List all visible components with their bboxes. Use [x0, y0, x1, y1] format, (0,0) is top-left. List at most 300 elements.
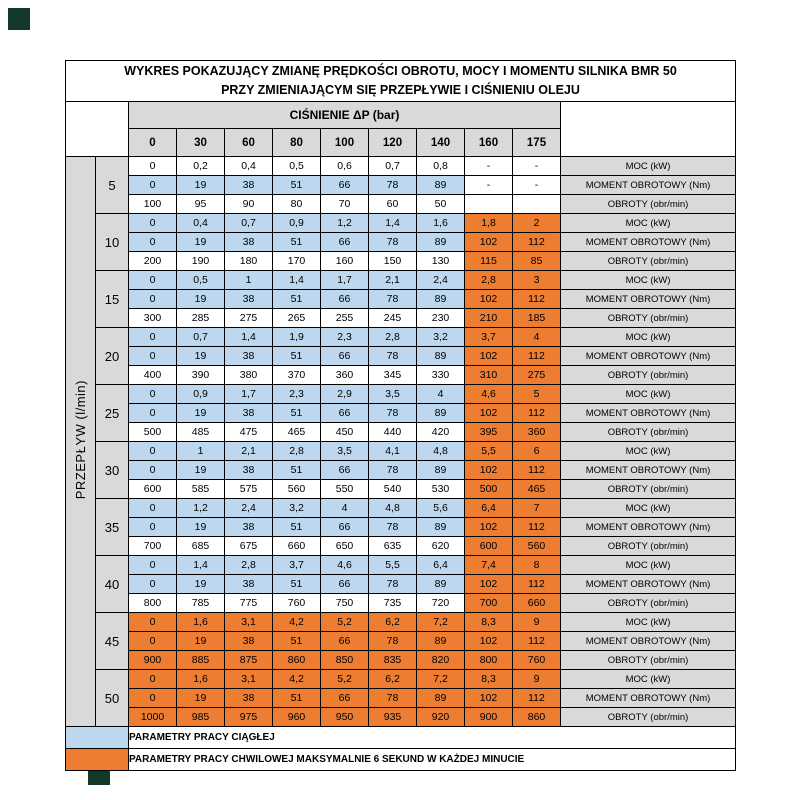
data-cell: 760 — [513, 651, 561, 670]
data-cell: 0,2 — [177, 157, 225, 176]
row-label: MOMENT OBROTOWY (Nm) — [561, 689, 736, 708]
data-cell: 2,9 — [321, 385, 369, 404]
data-cell: 550 — [321, 480, 369, 499]
legend-label-continuous: PARAMETRY PRACY CIĄGŁEJ — [129, 727, 736, 749]
table-row — [66, 404, 736, 423]
data-cell: 975 — [225, 708, 273, 727]
data-cell: 0 — [129, 556, 177, 575]
data-cell: - — [465, 176, 513, 195]
row-label: MOC (kW) — [561, 556, 736, 575]
table-row — [66, 594, 736, 613]
data-cell: 450 — [321, 423, 369, 442]
data-cell: 1,4 — [369, 214, 417, 233]
data-cell: 935 — [369, 708, 417, 727]
data-cell: 575 — [225, 480, 273, 499]
data-cell: 5,5 — [369, 556, 417, 575]
data-cell: 7,4 — [465, 556, 513, 575]
row-label: MOMENT OBROTOWY (Nm) — [561, 290, 736, 309]
data-cell: 38 — [225, 689, 273, 708]
data-cell: 465 — [273, 423, 321, 442]
data-cell: 900 — [465, 708, 513, 727]
data-cell: 5,2 — [321, 670, 369, 689]
row-label: MOMENT OBROTOWY (Nm) — [561, 347, 736, 366]
pressure-tick: 175 — [513, 129, 561, 157]
data-cell: 51 — [273, 518, 321, 537]
data-cell: 1000 — [129, 708, 177, 727]
data-cell: 112 — [513, 518, 561, 537]
data-cell: 1,6 — [177, 670, 225, 689]
data-cell: 660 — [513, 594, 561, 613]
row-label: MOC (kW) — [561, 214, 736, 233]
data-cell: 390 — [177, 366, 225, 385]
data-cell: 78 — [369, 233, 417, 252]
corner-empty-right — [561, 102, 736, 157]
data-cell: 0 — [129, 689, 177, 708]
corner-empty-left — [66, 102, 129, 157]
row-label: MOC (kW) — [561, 670, 736, 689]
data-cell: 66 — [321, 176, 369, 195]
data-cell: 115 — [465, 252, 513, 271]
data-cell: 835 — [369, 651, 417, 670]
data-cell: 210 — [465, 309, 513, 328]
data-cell: 0 — [129, 499, 177, 518]
table-row — [66, 233, 736, 252]
data-cell: 19 — [177, 518, 225, 537]
data-cell: 4,6 — [321, 556, 369, 575]
pressure-header-row — [66, 102, 736, 129]
pressure-tick: 30 — [177, 129, 225, 157]
data-cell: 0,5 — [177, 271, 225, 290]
data-cell: 4,2 — [273, 670, 321, 689]
flow-value: 20 — [96, 328, 129, 385]
data-cell: 820 — [417, 651, 465, 670]
table-row — [66, 499, 736, 518]
data-cell: 0 — [129, 347, 177, 366]
table-row — [66, 689, 736, 708]
data-cell: 89 — [417, 290, 465, 309]
data-cell: 51 — [273, 176, 321, 195]
data-cell: 7,2 — [417, 670, 465, 689]
flow-value: 30 — [96, 442, 129, 499]
data-cell: 3,2 — [417, 328, 465, 347]
data-cell: 1 — [177, 442, 225, 461]
row-label: MOC (kW) — [561, 271, 736, 290]
data-cell: 395 — [465, 423, 513, 442]
data-cell: 275 — [225, 309, 273, 328]
data-cell: 66 — [321, 689, 369, 708]
row-label: OBROTY (obr/min) — [561, 651, 736, 670]
data-cell: 540 — [369, 480, 417, 499]
data-cell: 600 — [129, 480, 177, 499]
data-cell: 0,4 — [177, 214, 225, 233]
data-cell: 38 — [225, 461, 273, 480]
data-cell: 100 — [129, 195, 177, 214]
data-cell: 19 — [177, 461, 225, 480]
data-cell: 560 — [513, 537, 561, 556]
row-label: OBROTY (obr/min) — [561, 366, 736, 385]
table-row — [66, 290, 736, 309]
data-cell: 0,5 — [273, 157, 321, 176]
data-cell: 38 — [225, 575, 273, 594]
data-cell: 78 — [369, 347, 417, 366]
data-cell: 112 — [513, 689, 561, 708]
data-cell: 0 — [129, 385, 177, 404]
data-cell: 5 — [513, 385, 561, 404]
data-cell: 875 — [225, 651, 273, 670]
data-cell: 9 — [513, 670, 561, 689]
data-cell: 585 — [177, 480, 225, 499]
data-cell: - — [465, 157, 513, 176]
data-cell: 530 — [417, 480, 465, 499]
table-row — [66, 423, 736, 442]
data-cell: 89 — [417, 461, 465, 480]
data-cell: 635 — [369, 537, 417, 556]
data-cell: 102 — [465, 575, 513, 594]
row-label: MOMENT OBROTOWY (Nm) — [561, 632, 736, 651]
data-cell: 102 — [465, 290, 513, 309]
table-row — [66, 632, 736, 651]
data-cell: 19 — [177, 176, 225, 195]
table-row — [66, 613, 736, 632]
flow-value: 10 — [96, 214, 129, 271]
data-cell: 0,6 — [321, 157, 369, 176]
data-cell: 112 — [513, 404, 561, 423]
data-cell: 89 — [417, 575, 465, 594]
data-cell: 2,3 — [321, 328, 369, 347]
row-label: MOC (kW) — [561, 499, 736, 518]
data-cell: 102 — [465, 347, 513, 366]
data-cell: 102 — [465, 518, 513, 537]
data-cell: 8,3 — [465, 670, 513, 689]
table-row — [66, 442, 736, 461]
data-cell: 112 — [513, 290, 561, 309]
data-cell: 66 — [321, 632, 369, 651]
data-cell: 60 — [369, 195, 417, 214]
flow-value: 40 — [96, 556, 129, 613]
data-cell: 102 — [465, 632, 513, 651]
data-cell: 300 — [129, 309, 177, 328]
data-cell: 6 — [513, 442, 561, 461]
data-cell: 1,4 — [225, 328, 273, 347]
data-cell: 51 — [273, 347, 321, 366]
data-cell: 38 — [225, 233, 273, 252]
data-cell: 78 — [369, 176, 417, 195]
data-cell: 4,8 — [417, 442, 465, 461]
data-cell: 38 — [225, 176, 273, 195]
data-cell: 2,1 — [225, 442, 273, 461]
data-cell: 112 — [513, 233, 561, 252]
data-cell: 4 — [513, 328, 561, 347]
data-cell: 0,9 — [177, 385, 225, 404]
data-cell: 38 — [225, 632, 273, 651]
data-cell: 4,1 — [369, 442, 417, 461]
data-cell: 112 — [513, 632, 561, 651]
data-cell: 0,7 — [225, 214, 273, 233]
motor-spec-table — [65, 60, 736, 771]
data-cell: 102 — [465, 233, 513, 252]
title-line2: PRZY ZMIENIAJĄCYM SIĘ PRZEPŁYWIE I CIŚNIENIU OLEJU — [221, 83, 580, 97]
data-cell: 89 — [417, 233, 465, 252]
data-cell: 420 — [417, 423, 465, 442]
data-cell: 0,7 — [177, 328, 225, 347]
data-cell: 89 — [417, 176, 465, 195]
flow-axis-label — [66, 157, 96, 727]
data-cell: 2,8 — [369, 328, 417, 347]
data-cell: 1,6 — [177, 613, 225, 632]
data-cell: 51 — [273, 575, 321, 594]
data-cell: 19 — [177, 689, 225, 708]
data-cell: 7 — [513, 499, 561, 518]
data-cell: 0 — [129, 461, 177, 480]
data-cell: 89 — [417, 689, 465, 708]
table-row — [66, 252, 736, 271]
row-label: OBROTY (obr/min) — [561, 537, 736, 556]
data-cell: 0 — [129, 632, 177, 651]
data-cell: 38 — [225, 404, 273, 423]
row-label: OBROTY (obr/min) — [561, 195, 736, 214]
data-cell: 78 — [369, 461, 417, 480]
data-cell: 170 — [273, 252, 321, 271]
data-cell — [513, 195, 561, 214]
data-cell: 66 — [321, 404, 369, 423]
data-cell: 760 — [273, 594, 321, 613]
data-cell: 89 — [417, 518, 465, 537]
pressure-tick: 60 — [225, 129, 273, 157]
data-cell: 185 — [513, 309, 561, 328]
data-cell: 800 — [129, 594, 177, 613]
data-cell: 5,5 — [465, 442, 513, 461]
data-cell: 6,4 — [417, 556, 465, 575]
table-title — [66, 61, 736, 102]
data-cell: 102 — [465, 461, 513, 480]
data-cell: 255 — [321, 309, 369, 328]
table-row — [66, 157, 736, 176]
data-cell: 0 — [129, 176, 177, 195]
row-label: OBROTY (obr/min) — [561, 252, 736, 271]
data-cell: 985 — [177, 708, 225, 727]
data-cell: 95 — [177, 195, 225, 214]
data-cell: 0 — [129, 328, 177, 347]
data-cell: 4,2 — [273, 613, 321, 632]
data-cell: 465 — [513, 480, 561, 499]
data-cell: 920 — [417, 708, 465, 727]
legend-row-momentary — [66, 749, 736, 771]
data-cell: 3,1 — [225, 670, 273, 689]
data-cell: 1,2 — [321, 214, 369, 233]
data-cell: 130 — [417, 252, 465, 271]
row-label: OBROTY (obr/min) — [561, 480, 736, 499]
data-cell: 860 — [513, 708, 561, 727]
data-cell: 51 — [273, 632, 321, 651]
data-cell: 200 — [129, 252, 177, 271]
data-cell: 1,8 — [465, 214, 513, 233]
row-label: MOMENT OBROTOWY (Nm) — [561, 404, 736, 423]
data-cell: 2,1 — [369, 271, 417, 290]
data-cell: 685 — [177, 537, 225, 556]
data-cell: 51 — [273, 689, 321, 708]
data-cell: 66 — [321, 518, 369, 537]
data-cell: 85 — [513, 252, 561, 271]
data-cell: 3,7 — [465, 328, 513, 347]
row-label: MOMENT OBROTOWY (Nm) — [561, 176, 736, 195]
flow-value: 15 — [96, 271, 129, 328]
table-row — [66, 347, 736, 366]
table-row — [66, 214, 736, 233]
data-cell: 0,8 — [417, 157, 465, 176]
data-cell: 0 — [129, 670, 177, 689]
table-row — [66, 176, 736, 195]
data-cell: 2,4 — [225, 499, 273, 518]
data-cell: 475 — [225, 423, 273, 442]
row-label: MOC (kW) — [561, 328, 736, 347]
data-cell: 3,5 — [321, 442, 369, 461]
data-cell: 78 — [369, 632, 417, 651]
row-label: OBROTY (obr/min) — [561, 309, 736, 328]
data-cell: 775 — [225, 594, 273, 613]
data-cell: 78 — [369, 518, 417, 537]
data-cell: 560 — [273, 480, 321, 499]
data-cell: 310 — [465, 366, 513, 385]
data-cell: 345 — [369, 366, 417, 385]
data-cell: 112 — [513, 347, 561, 366]
data-cell: 7,2 — [417, 613, 465, 632]
data-cell: 735 — [369, 594, 417, 613]
data-cell: 1,7 — [225, 385, 273, 404]
data-cell: 0 — [129, 214, 177, 233]
table-row — [66, 328, 736, 347]
row-label: MOMENT OBROTOWY (Nm) — [561, 233, 736, 252]
legend-label-momentary: PARAMETRY PRACY CHWILOWEJ MAKSYMALNIE 6 SEKUND W KAŻDEJ MINUCIE — [129, 749, 736, 771]
data-cell: 19 — [177, 290, 225, 309]
legend-swatch-blue — [66, 727, 129, 749]
data-cell: 3,7 — [273, 556, 321, 575]
row-label: OBROTY (obr/min) — [561, 708, 736, 727]
data-cell: 1,6 — [417, 214, 465, 233]
data-cell: 0 — [129, 613, 177, 632]
data-cell: 160 — [321, 252, 369, 271]
data-cell: 38 — [225, 290, 273, 309]
data-cell: 19 — [177, 347, 225, 366]
data-cell: 1 — [225, 271, 273, 290]
data-cell: 4 — [417, 385, 465, 404]
data-cell: 0,7 — [369, 157, 417, 176]
data-cell: 0 — [129, 518, 177, 537]
row-label: MOMENT OBROTOWY (Nm) — [561, 461, 736, 480]
data-cell: 8 — [513, 556, 561, 575]
data-cell: 1,4 — [177, 556, 225, 575]
data-cell: 19 — [177, 575, 225, 594]
data-cell: 4,8 — [369, 499, 417, 518]
data-cell: 2,3 — [273, 385, 321, 404]
flow-axis-text: PRZEPŁYW (l/min) — [73, 380, 88, 500]
data-cell: 0 — [129, 290, 177, 309]
data-cell: 8,3 — [465, 613, 513, 632]
pressure-tick: 120 — [369, 129, 417, 157]
data-cell: 19 — [177, 632, 225, 651]
data-cell: 0 — [129, 575, 177, 594]
pressure-tick: 80 — [273, 129, 321, 157]
table-row — [66, 575, 736, 594]
pressure-axis-label: CIŚNIENIE ΔP (bar) — [129, 102, 561, 129]
data-cell: 78 — [369, 689, 417, 708]
row-label: MOMENT OBROTOWY (Nm) — [561, 518, 736, 537]
data-cell: 360 — [321, 366, 369, 385]
data-cell: 330 — [417, 366, 465, 385]
data-cell: 885 — [177, 651, 225, 670]
table-row — [66, 537, 736, 556]
data-cell: 3,5 — [369, 385, 417, 404]
data-cell: 860 — [273, 651, 321, 670]
data-cell: 51 — [273, 290, 321, 309]
data-cell: 102 — [465, 689, 513, 708]
data-cell: 900 — [129, 651, 177, 670]
table-row — [66, 480, 736, 499]
flow-value: 5 — [96, 157, 129, 214]
table-row — [66, 195, 736, 214]
pressure-tick: 140 — [417, 129, 465, 157]
table-row — [66, 670, 736, 689]
data-cell: 370 — [273, 366, 321, 385]
data-cell: 51 — [273, 404, 321, 423]
data-cell: 600 — [465, 537, 513, 556]
data-cell: 4 — [321, 499, 369, 518]
row-label: MOC (kW) — [561, 613, 736, 632]
data-cell: 1,4 — [273, 271, 321, 290]
pressure-tick: 160 — [465, 129, 513, 157]
data-cell: 1,9 — [273, 328, 321, 347]
data-cell: 50 — [417, 195, 465, 214]
data-cell: 66 — [321, 461, 369, 480]
table-row — [66, 518, 736, 537]
data-cell: 66 — [321, 233, 369, 252]
table-row — [66, 651, 736, 670]
title-row — [66, 61, 736, 102]
data-cell: 38 — [225, 347, 273, 366]
data-cell: 950 — [321, 708, 369, 727]
table-row — [66, 309, 736, 328]
data-cell: 5,6 — [417, 499, 465, 518]
data-cell: 51 — [273, 233, 321, 252]
table-row — [66, 461, 736, 480]
data-cell: 6,2 — [369, 613, 417, 632]
data-cell: - — [513, 176, 561, 195]
data-cell: 0 — [129, 157, 177, 176]
data-cell: 0 — [129, 442, 177, 461]
row-label: MOC (kW) — [561, 442, 736, 461]
data-cell: 380 — [225, 366, 273, 385]
data-cell: 19 — [177, 233, 225, 252]
data-cell: 66 — [321, 290, 369, 309]
data-cell: 360 — [513, 423, 561, 442]
data-cell: 700 — [465, 594, 513, 613]
table-row — [66, 271, 736, 290]
data-cell: 90 — [225, 195, 273, 214]
data-cell: 89 — [417, 347, 465, 366]
data-cell: 0,9 — [273, 214, 321, 233]
data-cell: 245 — [369, 309, 417, 328]
title-line1: WYKRES POKAZUJĄCY ZMIANĘ PRĘDKOŚCI OBROTU, MOCY I MOMENTU SILNIKA BMR 50 — [124, 64, 677, 79]
data-cell: 785 — [177, 594, 225, 613]
data-cell: 2,8 — [225, 556, 273, 575]
flow-value: 45 — [96, 613, 129, 670]
data-cell: 78 — [369, 290, 417, 309]
data-cell: 78 — [369, 404, 417, 423]
data-cell: 230 — [417, 309, 465, 328]
data-cell: 3 — [513, 271, 561, 290]
data-cell: 275 — [513, 366, 561, 385]
pressure-tick: 0 — [129, 129, 177, 157]
data-cell: 675 — [225, 537, 273, 556]
